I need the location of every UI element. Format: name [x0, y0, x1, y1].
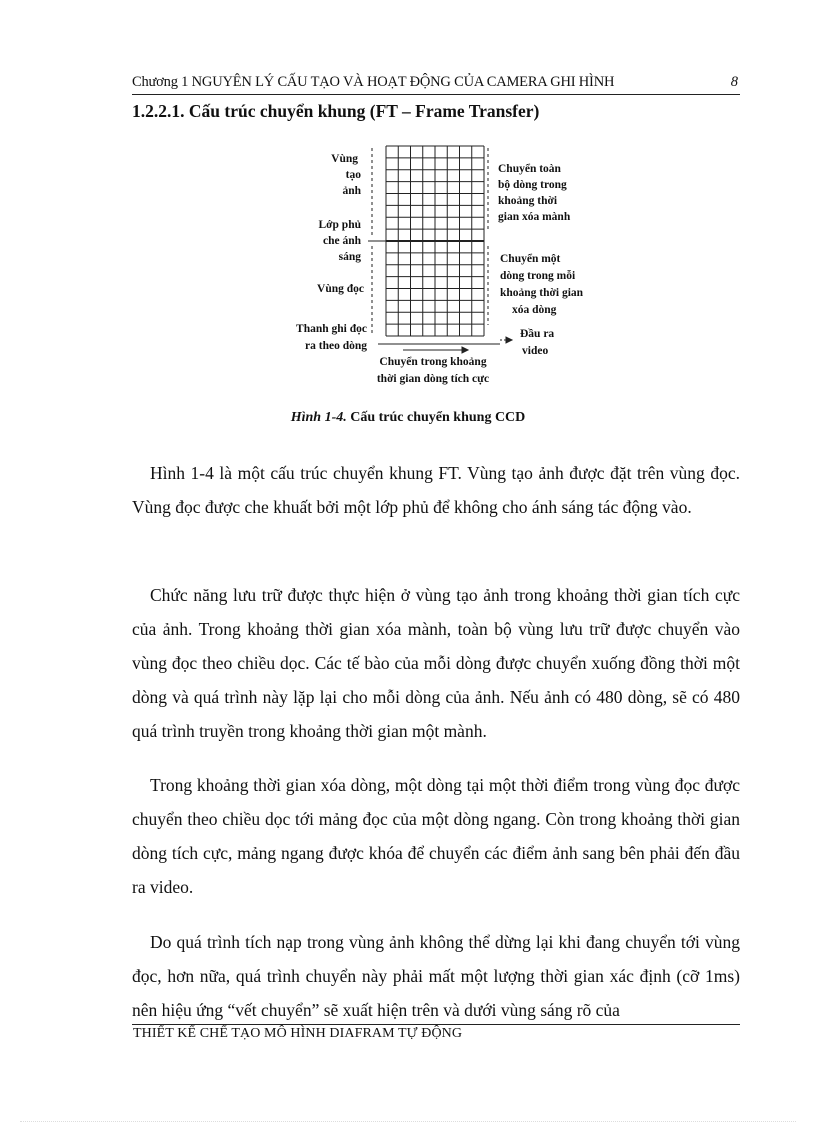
readout-register-label: [296, 323, 367, 352]
svg-text:thời gian dòng tích cực: thời gian dòng tích cực: [376, 373, 490, 385]
svg-text:Chuyển trong khoảng: Chuyển trong khoảng: [379, 356, 487, 368]
imaging-area-label: [331, 153, 361, 197]
ccd-grid: [386, 146, 484, 336]
svg-text:sáng: sáng: [338, 251, 361, 263]
svg-text:khoảng thời gian: khoảng thời gian: [500, 287, 584, 299]
svg-text:ra theo dòng: ra theo dòng: [305, 340, 367, 352]
figure-title: Cấu trúc chuyển khung CCD: [346, 410, 526, 425]
svg-text:Đầu ra: Đầu ra: [520, 328, 555, 340]
svg-text:Chuyển toàn: Chuyển toàn: [498, 163, 561, 175]
svg-text:khoảng thời: khoảng thời: [498, 195, 558, 207]
svg-text:bộ dòng trong: bộ dòng trong: [498, 179, 567, 191]
paragraph: Hình 1-4 là một cấu trúc chuyển khung FT. Vùng tạo ảnh được đặt trên vùng đọc. Vùng đọc được che khuất bởi một lớp phủ để không cho ánh sáng tác động vào.: [132, 463, 740, 517]
svg-text:che ánh: che ánh: [322, 235, 361, 247]
chapter-title: Chương 1 NGUYÊN LÝ CẤU TẠO VÀ HOẠT ĐỘNG CỦA CAMERA GHI HÌNH: [132, 74, 615, 90]
svg-text:Lớp phủ: Lớp phủ: [318, 219, 361, 231]
svg-text:ảnh: ảnh: [342, 185, 361, 197]
figure-number: Hình 1-4.: [290, 410, 347, 425]
line-transfer-label: [500, 252, 584, 316]
svg-text:Vùng đọc: Vùng đọc: [317, 283, 364, 295]
read-area-label: [317, 283, 364, 295]
paragraph: Trong khoảng thời gian xóa dòng, một dòng tại một thời điểm trong vùng đọc được chuyển theo chiều dọc tới mảng đọc của một dòng ngang. Còn trong khoảng thời gian dòng tích cực, mảng ngang được khóa để chuyển các điểm ảnh sang bên phải đến đầu ra video.: [132, 775, 740, 897]
svg-text:Vùng: Vùng: [331, 153, 358, 165]
paragraph: Chức năng lưu trữ được thực hiện ở vùng tạo ảnh trong khoảng thời gian tích cực của ảnh. Trong khoảng thời gian xóa mành, toàn bộ vùng lưu trữ được chuyển vào vùng đọc theo chiều dọc. Các tế bào của mỗi dòng được chuyển xuống đồng thời một dòng và quá trình này lặp lại cho mỗi dòng của ảnh. Nếu ảnh có 480 dòng, sẽ có 480 quá trình truyền trong khoảng thời gian một mành.: [132, 585, 740, 741]
svg-text:Chuyển một: Chuyển một: [500, 253, 561, 265]
svg-text:dòng trong mỗi: dòng trong mỗi: [500, 270, 576, 282]
light-cover-label: [319, 219, 362, 263]
left-brackets: [368, 148, 386, 336]
arrow-head-transfer: [462, 347, 468, 353]
svg-text:gian xóa mành: gian xóa mành: [498, 211, 571, 223]
svg-text:video: video: [522, 345, 549, 357]
arrow-head-output: [506, 337, 512, 343]
footer-rule: [132, 1024, 740, 1025]
ccd-frame-transfer-figure: [0, 0, 816, 400]
output-arrows: [378, 337, 512, 353]
page-footer: THIẾT KẾ CHẾ TẠO MÔ HÌNH DIAFRAM TỰ ĐỘNG: [133, 1026, 463, 1041]
page-edge: [20, 1121, 796, 1122]
page-number: 8: [730, 74, 738, 90]
svg-text:Thanh ghi đọc: Thanh ghi đọc: [296, 323, 367, 335]
section-heading: 1.2.2.1. Cấu trúc chuyển khung (FT – Frame Transfer): [132, 101, 540, 121]
active-line-transfer-label: [377, 355, 489, 385]
svg-text:tạo: tạo: [345, 169, 361, 181]
svg-text:xóa dòng: xóa dòng: [512, 304, 557, 316]
figure-caption: [0, 410, 816, 426]
video-output-label: [520, 327, 554, 357]
paragraph: Do quá trình tích nạp trong vùng ảnh không thể dừng lại khi đang chuyển tới vùng đọc, hơn nữa, quá trình chuyển này phải mất một lượng thời gian xác định (cỡ 1ms) nên hiệu ứng “vết chuyển” sẽ xuất hiện trên và dưới vùng sáng rõ của: [132, 932, 740, 1020]
frame-transfer-label: [498, 162, 571, 223]
